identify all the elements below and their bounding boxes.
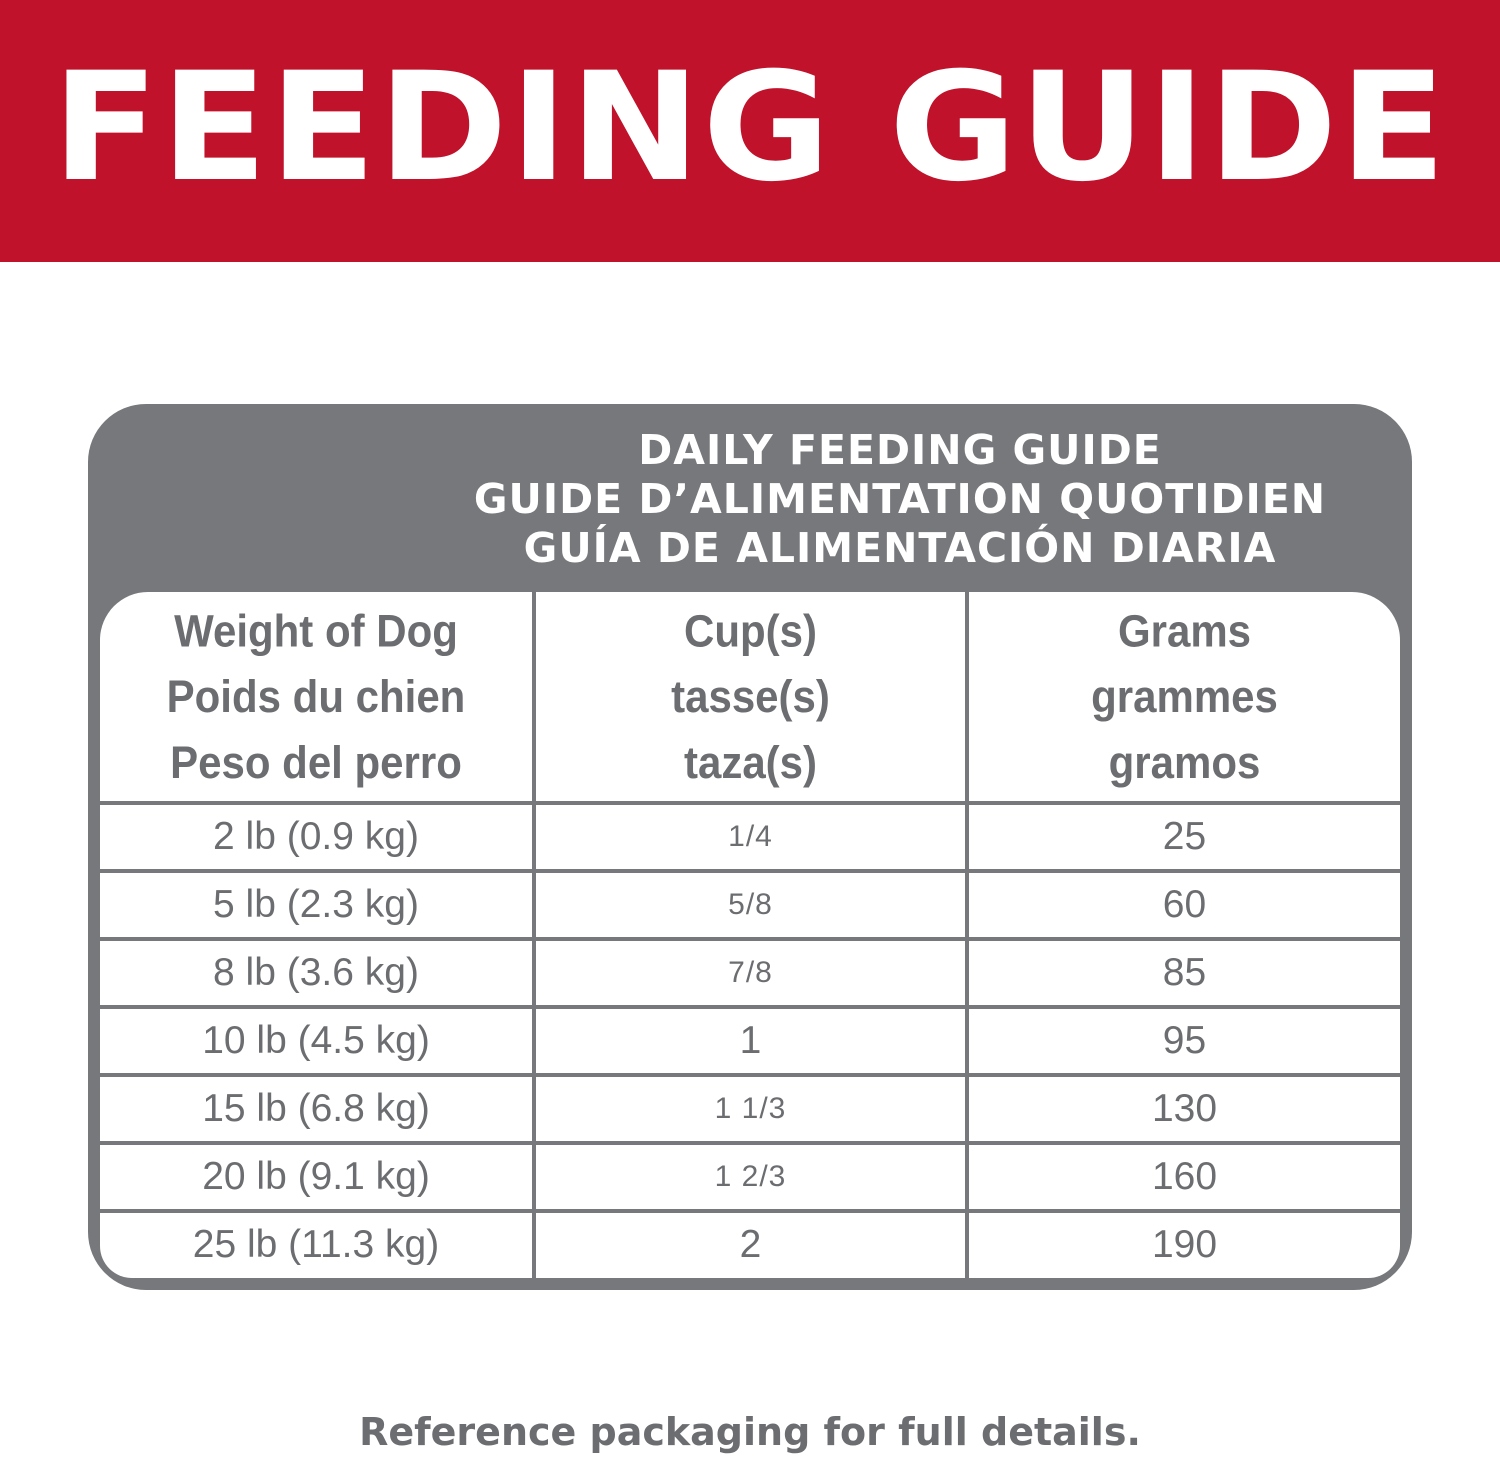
column-header-line: gramos: [1108, 737, 1261, 788]
weight-cell: 8 lb (3.6 kg): [213, 951, 419, 994]
feeding-guide-card: [88, 404, 1412, 1290]
grams-cell: 85: [1162, 951, 1207, 994]
column-header-line: Poids du chien: [166, 671, 466, 722]
grams-cell: 60: [1162, 883, 1207, 926]
card-heading: [388, 426, 1412, 573]
cups-cell: 1 2/3: [714, 1160, 787, 1193]
cups-cell: 1: [739, 1019, 762, 1062]
column-header-cups: [536, 592, 965, 809]
cups-cell: 1 1/3: [714, 1092, 787, 1125]
grams-cell: 130: [1151, 1087, 1218, 1130]
card-title-es: GUÍA DE ALIMENTACIÓN DIARIA: [523, 524, 1277, 572]
cups-cell: 1/4: [728, 820, 773, 853]
page-title: FEEDING GUIDE: [51, 41, 1449, 215]
column-header-grams: [969, 592, 1400, 809]
column-header-line: Peso del perro: [170, 737, 462, 788]
grams-cell: 160: [1151, 1155, 1218, 1198]
cups-cell: 5/8: [728, 888, 773, 921]
weight-cell: 15 lb (6.8 kg): [202, 1087, 430, 1130]
grams-cell: 25: [1162, 815, 1207, 858]
grams-cell: 190: [1151, 1223, 1218, 1266]
column-header-line: Grams: [1117, 605, 1252, 656]
card-title-en: DAILY FEEDING GUIDE: [638, 426, 1162, 474]
card-title-fr: GUIDE D’ALIMENTATION QUOTIDIEN: [473, 475, 1327, 523]
grams-cell: 95: [1162, 1019, 1207, 1062]
weight-cell: 5 lb (2.3 kg): [213, 883, 419, 926]
column-header-line: Cup(s): [684, 605, 817, 656]
header-banner: [0, 0, 1500, 262]
footer-note: Reference packaging for full details.: [359, 1410, 1141, 1454]
column-header-line: tasse(s): [671, 671, 830, 722]
weight-cell: 20 lb (9.1 kg): [202, 1155, 430, 1198]
column-header-line: grammes: [1091, 671, 1278, 722]
weight-cell: 25 lb (11.3 kg): [192, 1223, 440, 1266]
cups-cell: 2: [739, 1223, 762, 1266]
column-header-line: Weight of Dog: [174, 605, 458, 656]
cups-cell: 7/8: [728, 956, 773, 989]
weight-cell: 10 lb (4.5 kg): [202, 1019, 430, 1062]
column-header-line: taza(s): [683, 737, 818, 788]
weight-cell: 2 lb (0.9 kg): [213, 815, 419, 858]
column-header-weight: [100, 592, 532, 809]
feeding-table: [100, 592, 1400, 1278]
